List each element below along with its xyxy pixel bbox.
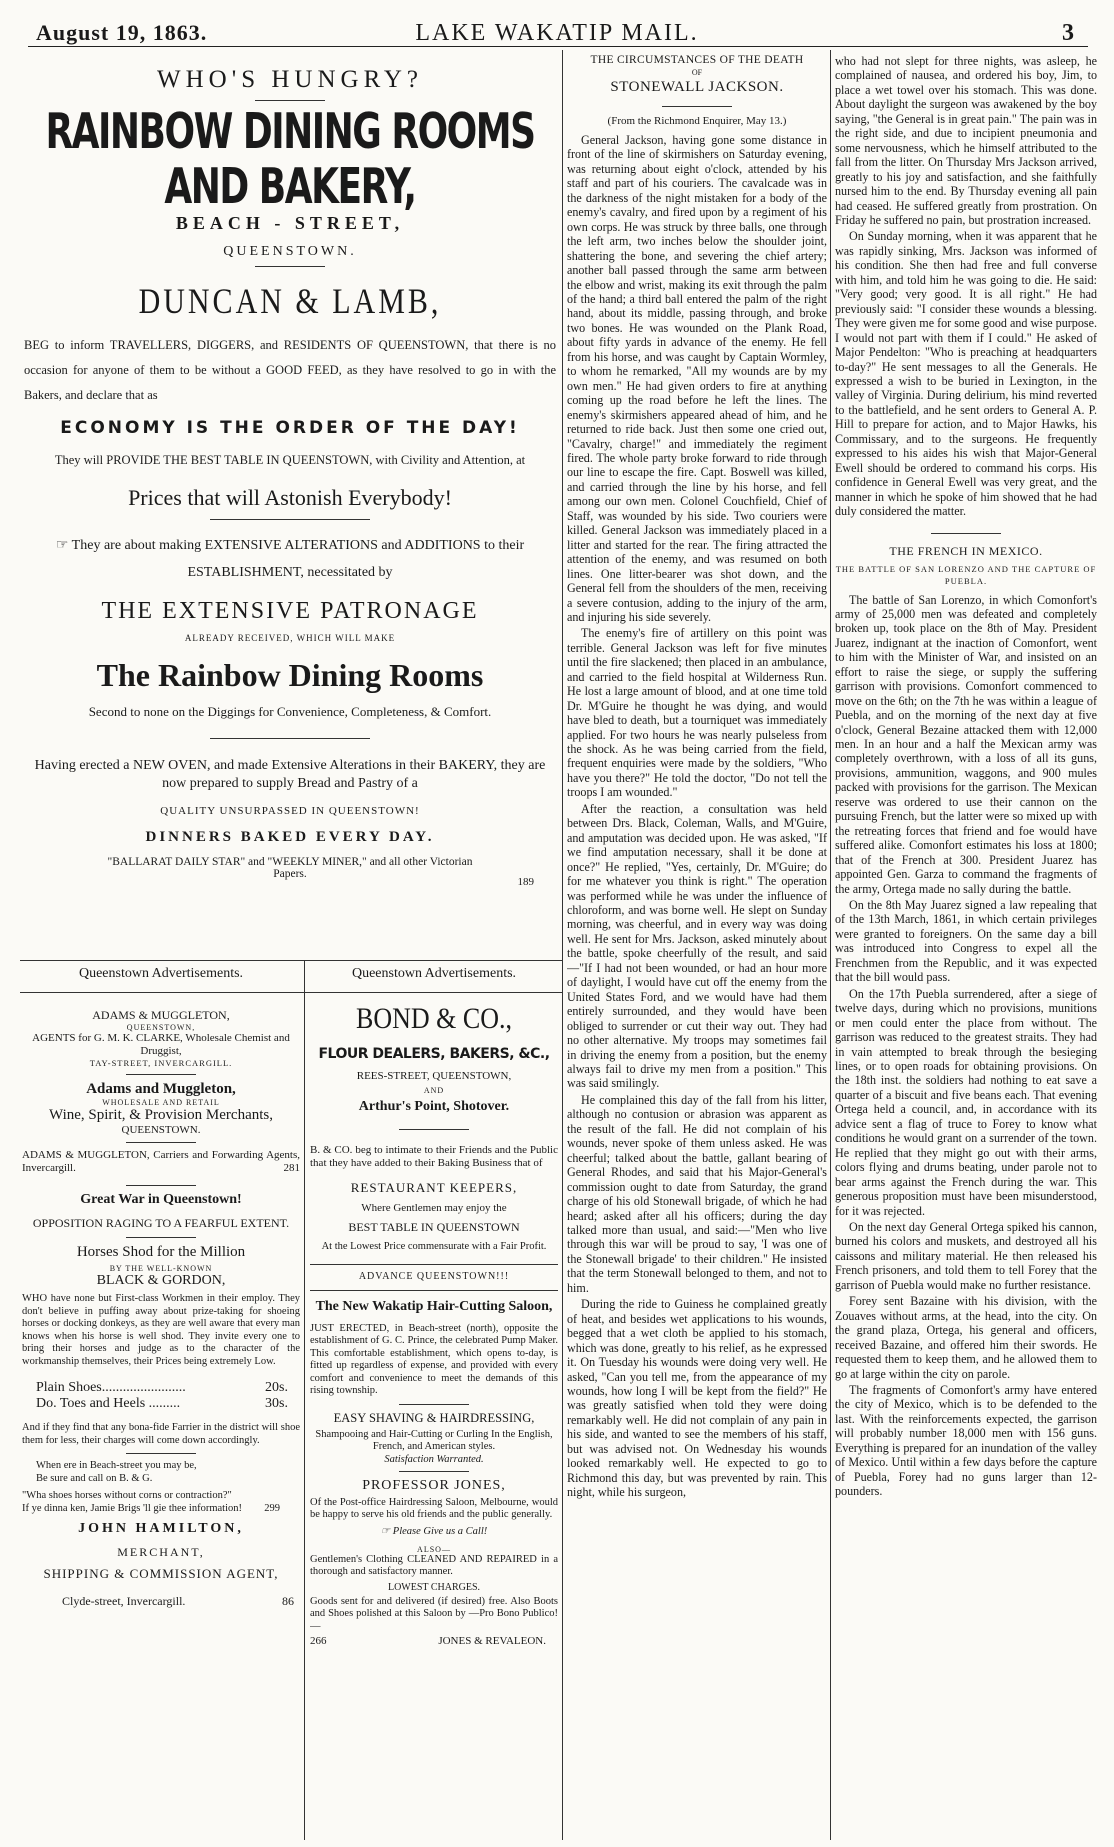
divider [255,266,325,267]
professor-text: Of the Post-office Hairdressing Saloon, Melbourne, would be happy to serve his old friends and the public generally. [310,1496,558,1520]
ad-intro: BEG to inform TRAVELLERS, DIGGERS, and RESIDENTS OF QUEENSTOWN, that there is no occasion for anyone of them to be without a GOOD FEED, as they have resolved to go in with the Bakers, and declare that as [24,338,556,402]
article-paragraph: who had not slept for three nights, was asleep, he complained of nausea, and ordered his boy, Jim, to place a wet towel over his stomach. This was done. About daylight the surgeon was awakened by the boy saying, "the General is in great pain." The pain was in the right side, and due to incipient pneumonia and some nervousness, which he himself attributed to the fall from the litter. On Thursday Mrs Jackson arrived, greatly to his joy and satisfaction, and she faithfully nursed him to the end. By Thursday evening all pain had ceased. He suffered greatly from prostration. On Friday he suffered no pain, but prostration increased. [835,54,1097,227]
ad-second: Second to none on the Diggings for Convenience, Completeness, & Comfort. [88,704,492,719]
business-street: BEACH - STREET, [175,213,405,233]
price-row: Do. Toes and Heels ......... 30s. [36,1396,288,1411]
shampoo-line: Shampooing and Hair-Cutting or Curling In the English, French, and American styles. [315,1428,553,1452]
adams-name: ADAMS & MUGGLETON, [92,1008,230,1022]
divider [399,1404,469,1405]
business-town: QUEENSTOWN. [223,244,357,259]
black-gordon-note: And if they find that any bona-fide Farrier in the district will shoe them for less, their charges will come down accordingly. [22,1422,300,1446]
article-paragraph: General Jackson, having gone some distance in front of the line of skirmishers on Saturday evening, was returning about eight o'clock, attended by his staff and part of his couriers. The cavalcade was in the darkness of the night mistaken for a body of the enemy's cavalry, and fired upon by a regiment of his own corps. He was struck by three balls, one through the left arm, two inches below the shoulder joint, shattering the bone, and severing the chief artery; another ball passed through the same arm between the elbow and wrist, making its exit through the palm of the hand; a third ball entered the palm of the right hand, about its middle, passing through, and broke two bones. He was wounded on the Plank Road, about fifty yards in advance of the enemy. He fell from his horse, and was caught by Captain Wormley, to whom he remarked, "All my wounds are by my own men." He had given orders to fire at anything coming up the road before he left the lines. The enemy's skirmishers appeared ahead of him, and he returned to ride back. Just then some one cried out, "Cavalry, charge!" and immediately the regiment fired. The whole party broke forward to ride through our line to escape the fire. Capt. Boswell was killed, and carried through the line by his horse, and fell among our own men. Colonel Couchfield, Chief of Staff, was wounded by his side. Two couriers were killed. General Jackson was immediately placed in a litter and started for the rear. The firing attracted the attention of the enemy, and was resumed on both lines. One litter-bearer was shot down, and the General fell from the shoulders of the men, receiving a severe contusion, adding to the injury of the arm, and injuring his side severely. [567,133,827,624]
goods-line: Goods sent for and delivered (if desired) free. Also Boots and Shoes polished at this Saloon by —Pro Bono Publico!— [310,1595,558,1632]
article-paragraph: The enemy's fire of artillery on this point was terrible. General Jackson was left for five minutes until the fire slackened; then placed in an ambulance, and carried to the field hospital at Wilderness Run. He lost a large amount of blood, and at one time told Dr. M'Guire he thought he was dying, and would have bled to death, but a tourniquet was immediately applied. For two hours he was nearly pulseless from the shock. As he was being carried from the field, frequent enquiries were made by the soldiers, "Who have you there?" He told the doctor, "Do not tell the troops I am wounded." [567,626,827,800]
divider [399,1471,469,1472]
divider [662,106,732,107]
ad-hook: WHO'S HUNGRY? [156,66,424,93]
column-divider [304,960,305,1840]
advance-queenstown: ADVANCE QUEENSTOWN!!! [358,1270,510,1282]
adams-wine-line: Wine, Spirit, & Provision Merchants, [49,1107,273,1123]
rainbow-dining-ad [20,58,560,958]
ad-oven: Having erected a NEW OVEN, and made Extensive Alterations in their BAKERY, they are now prepared to supply Bread and Pastry of a [34,758,546,791]
french-subtitle: THE BATTLE OF SAN LORENZO AND THE CAPTURE OF PUEBLA. [835,563,1097,586]
article-stonewall-jackson [567,54,827,1842]
verse-line: If ye dinna ken, Jamie Brigs 'll gie thee information! 299 [22,1502,280,1514]
divider [210,519,370,520]
hair-text: JUST ERECTED, in Beach-street (north), opposite the establishment of G. C. Prince, the celebrated Pump Maker. This comfortable establishment, which opens to-day, is fitted up regardless of expense, and provided with every comfort and convenience to meet the demands of this rising township. [310,1322,558,1396]
adams-merchants-name: Adams and Muggleton, [86,1081,236,1097]
adams-wholesale: WHOLESALE AND RETAIL [102,1098,220,1107]
article-title-name: STONEWALL JACKSON. [610,79,784,95]
article-title: THE CIRCUMSTANCES OF THE DEATH [590,54,804,66]
adams-town: QUEENSTOWN. [121,1124,201,1136]
hamilton-address: Clyde-street, Invercargill. 86 [62,1594,294,1608]
ad-alterations: ☞ They are about making EXTENSIVE ALTERATIONS and ADDITIONS to their ESTABLISHMENT, necessitated by [55,538,525,580]
bond-text: B. & CO. beg to intimate to their Friends and the Public that they have added to their Baking Business that of [310,1144,558,1169]
section-rule [310,1290,558,1291]
satisfaction: Satisfaction Warranted. [384,1453,484,1465]
queenstown-ads-right [310,966,558,1842]
bond-price: At the Lowest Price commensurate with a Fair Profit. [321,1241,547,1252]
right-column [835,54,1097,1842]
column-divider [830,50,831,1840]
page-number: 3 [1062,20,1074,46]
lowest-charges: LOWEST CHARGES. [387,1581,481,1593]
well-known: BY THE WELL-KNOWN [109,1264,213,1273]
verse-line: Be sure and call on B. & G. [36,1472,153,1484]
french-title: THE FRENCH IN MEXICO. [889,543,1043,558]
ad-already: ALREADY RECEIVED, WHICH WILL MAKE [184,633,396,643]
ad-patronage: THE EXTENSIVE PATRONAGE [101,598,479,624]
black-gordon: BLACK & GORDON, [96,1273,226,1288]
divider [255,100,325,101]
article-paragraph: The battle of San Lorenzo, in which Comonfort's army of 25,000 men was defeated and completely broken up, took place on the 8th of May. President Juarez, indignant at the inaction of Comonfort, went to him with the Minister of War, and insisted on an effort to raise the siege, or supply the suffering garrison with provisions. Comonfort commenced to move on the 6th; on the 7th he was within a league of Puebla, and on the morning of the next day at five o'clock, General Bezaine attacked them with 12,000 men. In an hour and a half the Mexican army was completely overthrown, with a loss of all its guns, provisions, ammunition, waggons, and 900 mules packed with provisions for the garrison. The Mexican reserve was ordered to use their cannon on the pursuing French, but the latter were so mixed up with the retreating forces that friend and foe would have suffered alike. Comonfort estimates his loss at 1800; that of the French at 300. President Juarez has appointed Gen. Garza to command the fragments of the army, Ortega made no sally during the battle. [835,592,1097,896]
bond-address: REES-STREET, QUEENSTOWN, [356,1070,512,1082]
ad-papers: "BALLARAT DAILY STAR" and "WEEKLY MINER," and all other Victorian Papers. [107,856,473,880]
ad-motto: ECONOMY IS THE ORDER OF THE DAY! [60,418,520,438]
section-rule [20,960,562,961]
bond-arthur: Arthur's Point, Shotover. [358,1099,510,1114]
business-name: RAINBOW DINING ROOMS AND BAKERY, [45,104,535,216]
bond-flour: FLOUR DEALERS, BAKERS, &C., [318,1046,550,1062]
divider [931,533,1001,534]
adams-address: TAY-STREET, INVERCARGILL. [89,1058,233,1068]
signature-line: 266 JONES & REVALEON. [310,1635,546,1647]
war-title: Great War in Queenstown! [80,1192,242,1207]
article-paragraph: On the 8th May Juarez signed a law repealing that of the 13th March, 1861, in which certain privileges were granted to foreigners. On the same day a bill was introduced into Congress to expel all the Frenchmen from the Republic, and it was expected that the bill would pass. [835,898,1097,985]
article-paragraph: The fragments of Comonfort's army have entered the city of Mexico, which is to be defended to the last. With the reinforcements expected, the garrison will probably number 18,000 men with 156 guns. Everything is prepared for an inundation of the valley of Mexico. Until within a few days before the capture of Puebla, Forey had no guns larger than 12-pounders. [835,1382,1097,1499]
adams-carriers: ADAMS & MUGGLETON, Carriers and Forwarding Agents, Invercargill. 281 [22,1149,300,1174]
article-paragraph: On Sunday morning, when it was apparent that he was rapidly sinking, Mrs. Jackson was informed of his condition. She then had free and full converse with him, and told him he was going to die. He said: "Very good; very good. It is all right." He had previously said: "I consider these wounds a blessing. They were given me for some good and wise purpose. I would not part with them if I could." He asked of Major Pendelton: "Who is preaching at headquarters to-day?" He sent messages to all the Generals. He expressed a wish to be buried in Lexington, in the valley of Virginia. During delirium, his mind reverted to the battlefield, and he sent orders to General A. P. Hill to prepare for action, and to Major Hawks, his Commissary, and to the surgeons. He frequently expressed to his aides his wish that Major-General Ewell should be ordered to command his corps. His confidence in General Ewell was very great, and the manner in which he spoke of him showed that he had duly considered the matter. [835,229,1097,519]
divider [126,1074,196,1075]
article-source: (From the Richmond Enquirer, May 13.) [607,115,787,127]
masthead-rule [28,46,1088,47]
bond-and: AND [423,1086,445,1095]
bond-best: BEST TABLE IN QUEENSTOWN [348,1220,520,1234]
restaurant-keepers: RESTAURANT KEEPERS, [350,1180,518,1195]
article-paragraph: During the ride to Guiness he complained greatly of heat, and besides wet applications to his wounds, begged that a wet cloth be applied to his stomach, which was done, greatly to his relief, as he expressed it. On Tuesday his wounds were doing very well. He asked, "Can you tell me, from the appearance of my wounds, how long I will be kept from the field?" He was greatly satisfied when told they were doing remarkably well. He did not complain of any pain in his side, and wanted to see the members of his staff, but was advised not. On Wednesday his wounds looked remarkably well. He expected to go to Richmond this day, but was prevented by rain. This night, while his surgeon, [567,1297,827,1500]
hamilton-agent: SHIPPING & COMMISSION AGENT, [43,1566,279,1581]
section-heading: Queenstown Advertisements. [78,966,244,981]
section-rule [310,1264,558,1265]
pointing-hand-icon: ☞ [55,538,72,553]
also: ALSO— [417,1544,451,1554]
article-title-of: OF [691,68,703,77]
clothing-line: Gentlemen's Clothing CLEANED AND REPAIRED in a thorough and satisfactory manner. [310,1553,558,1577]
ad-number: 189 [517,876,534,888]
ad-dinners: DINNERS BAKED EVERY DAY. [145,829,435,845]
ad-quality: QUALITY UNSURPASSED IN QUEENSTOWN! [160,805,420,817]
article-paragraph: On the next day General Ortega spiked his cannon, burned his colors and muskets, and destroyed all his caissons and military material. He then released his French prisoners, and told them to tell Forey that the garrison of Puebla would make no further resistance. [835,1219,1097,1292]
ad-table-line: They will PROVIDE THE BEST TABLE IN QUEENSTOWN, with Civility and Attention, at [54,453,526,467]
hamilton-merchant: MERCHANT, [117,1545,205,1559]
hair-title: The New Wakatip Hair-Cutting Saloon, [315,1298,553,1314]
proprietors: DUNCAN & LAMB, [138,281,442,322]
call-line: ☞ Please Give us a Call! [380,1525,488,1537]
divider [126,1237,196,1238]
divider [210,738,370,739]
column-divider [562,50,563,1840]
adams-sub: QUEENSTOWN, [126,1023,196,1032]
hamilton-name: JOHN HAMILTON, [78,1521,244,1536]
masthead [0,0,1114,48]
divider [126,1142,196,1143]
war-subtitle: OPPOSITION RAGING TO A FEARFUL EXTENT. [32,1216,290,1230]
ad-prices: Prices that will Astonish Everybody! [128,485,452,510]
horses-shod: Horses Shod for the Million [76,1244,246,1260]
queenstown-ads-left [22,966,300,1842]
section-heading: Queenstown Advertisements. [351,966,517,981]
price-row: Plain Shoes........................ 20s. [36,1380,288,1395]
bond-name: BOND & CO., [355,1001,512,1036]
professor-jones: PROFESSOR JONES, [362,1477,506,1493]
bond-where: Where Gentlemen may enjoy the [361,1202,507,1214]
article-paragraph: He complained this day of the fall from his litter, although no contusion or abrasion was apparent as the result of the fall. He did not complain of his wounds, never spoke of them unless asked. He was cheerful; talked about the battle, gallant bearing of General Rhodes, and said that his Major-General's commission ought to date from Saturday, the grand charge of his old Stonewall brigade, of which he had heard; asked after all his officers; during the day talked more than usual, and said:—"Men who live through this war will be proud to say, 'I was one of the Stonewall brigade' to their children." He insisted that the term Stonewall belonged to them, and not to him. [567,1092,827,1295]
article-paragraph: On the 17th Puebla surrendered, after a siege of twelve days, during which no provisions, munitions or men could enter the place from without. The garrison was reduced to the greatest straits. They had in vain attempted to break through the besieging lines, or to open roads for obtaining provisions. On the 18th inst. the soldiers had nothing to eat save a quarter of a biscuit and five beans each. That evening Ortega held a council, and, in accordance with its advice sent a flag of truce to Forey to know what conditions he would grant on a surrender of the town. He replied that they might go out with their arms, colors flying and drums beating, under parole not to bear arms against the French during the war. This generous proposition must have been misunderstood, for it was rejected. [835,986,1097,1218]
article-paragraph: Forey sent Bazaine with his division, with the Zouaves without arms, at the head, into the city. On the grand plaza, Ortega, his general and officers, received Bazaine, and offered him their swords. He requested them to keep them, and he allowed them to go at large within the city on parole. [835,1294,1097,1381]
ad-rooms: The Rainbow Dining Rooms [96,657,484,693]
article-paragraph: After the reaction, a consultation was held between Drs. Black, Coleman, Walls, and M'Guire, and amputation was decided upon. He was asked, "If we find amputation necessary, shall it be done at once?" He replied, "Yes, certainly, Dr. M'Guire; do for me whatever you think is right." The operation was performed while he was under the influence of chloroform, and was borne well. He slept on Sunday morning, was cheerful, and in every way was doing well. He sent for Mrs. Jackson, asked minutely about the battle, spoke cheerfully of the result, and said—"If I had not been wounded, or had an hour more of daylight, I would have cut off the enemy from the United States Ford, and we would have had them entirely surrounded, and they would have been obliged to surrender or cut their way out. They had no other alternative. My troops may sometimes fail in driving the enemy from a position, but the enemy always fail to drive my men from a position." This was said smilingly. [567,801,827,1091]
divider [126,1185,196,1186]
adams-agents: AGENTS for G. M. K. CLARKE, Wholesale Chemist and Druggist, [32,1032,290,1057]
black-gordon-text: WHO have none but First-class Workmen in their employ. They don't believe in puffing away about prize-taking for shoeing horses or docking donkeys, as they are well aware that every man knows when his horse is well shod. They invite every one to bring their horses and judge as to the character of the workmanship themselves, their Prices being extremely Low. [22,1293,300,1367]
issue-date: August 19, 1863. [36,20,208,45]
verse-line: "Wha shoes horses without corns or contraction?" [22,1490,232,1501]
pointing-hand-icon: ☞ [380,1525,393,1537]
easy-shaving: EASY SHAVING & HAIRDRESSING, [333,1410,535,1425]
divider [399,1129,469,1130]
divider [126,1453,196,1454]
newspaper-title: LAKE WAKATIP MAIL. [415,20,699,46]
verse-line: When ere in Beach-street you may be, [36,1460,197,1471]
